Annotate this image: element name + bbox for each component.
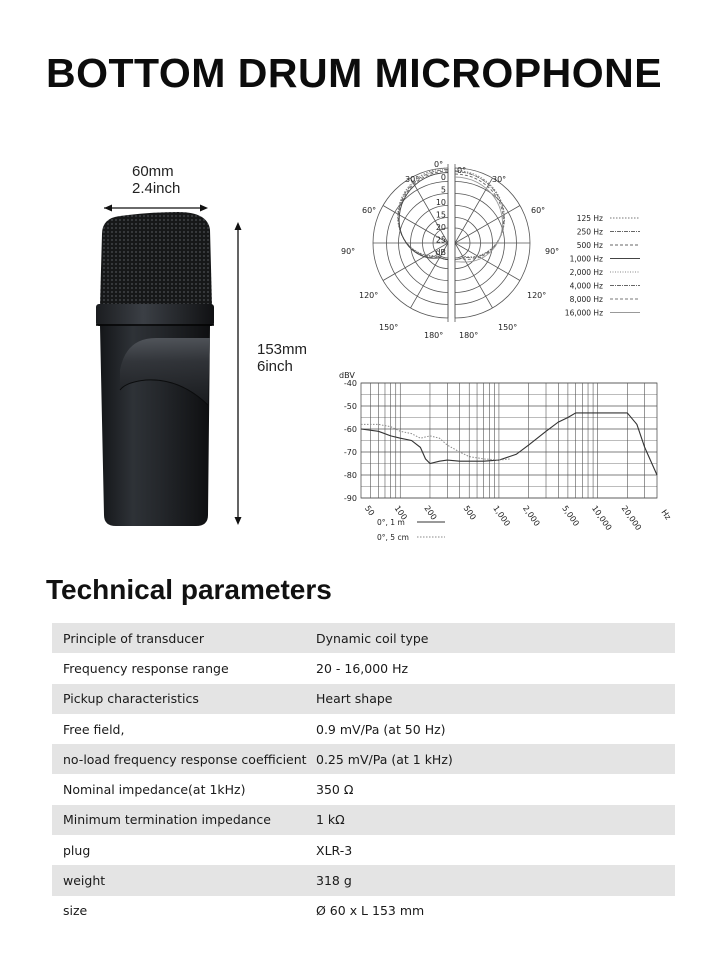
polar-spoke — [455, 178, 493, 243]
param-row — [52, 896, 675, 926]
polar-db-label: 5 — [440, 185, 446, 195]
x-tick-label: 50 — [362, 503, 377, 518]
polar-angle-label: 150° — [498, 323, 518, 332]
param-label: Principle of transducer — [63, 630, 204, 646]
polar-curve-8000 — [455, 174, 503, 260]
polar-legend-label: 4,000 Hz — [569, 281, 603, 291]
x-tick-label: 20,000 — [619, 503, 644, 533]
polar-labels — [341, 160, 559, 340]
section-title: Technical parameters — [46, 574, 332, 605]
microphone-image — [90, 190, 260, 535]
param-value: 0.9 mV/Pa (at 50 Hz) — [316, 721, 446, 737]
param-label: Nominal impedance(at 1kHz) — [63, 782, 246, 798]
polar-curve-4000 — [455, 172, 507, 260]
param-value: 20 - 16,000 Hz — [316, 660, 409, 676]
polar-legend-label: 2,000 Hz — [569, 268, 603, 277]
frequency-series-line — [361, 424, 510, 460]
param-label: Pickup characteristics — [63, 691, 199, 707]
polar-angle-label: 0° — [457, 166, 467, 175]
polar-legend — [565, 214, 640, 318]
polar-angle-label: 90° — [545, 247, 560, 256]
param-value: Ø 60 x L 153 mm — [316, 903, 425, 919]
polar-db-label: 10 — [435, 198, 446, 207]
param-row — [52, 684, 675, 714]
polar-legend-label: 8,000 Hz — [569, 295, 603, 304]
frequency-axis-labels — [339, 371, 673, 532]
param-row — [52, 774, 675, 804]
frequency-grid — [361, 383, 657, 498]
width-inch-label: 2.4inch — [132, 180, 181, 197]
x-tick-label: 100 — [392, 503, 409, 522]
polar-legend-label: 250 Hz — [576, 227, 603, 237]
param-row — [52, 744, 675, 774]
param-row — [52, 805, 675, 835]
polar-grid — [373, 164, 530, 322]
x-tick-label: 1,000 — [491, 503, 512, 528]
param-label: no-load frequency response coefficient — [63, 751, 307, 767]
param-value: Dynamic coil type — [316, 630, 429, 646]
y-tick-label: -50 — [343, 402, 357, 411]
param-row — [52, 623, 675, 653]
x-tick-label: 200 — [422, 503, 439, 522]
height-mm-label: 153mm — [257, 341, 308, 358]
y-axis-label: dBV — [339, 371, 355, 380]
param-label: size — [63, 903, 88, 919]
param-value: 1 kΩ — [316, 812, 345, 828]
page-title: BOTTOM DRUM MICROPHONE — [46, 50, 663, 96]
polar-legend-label: 1,000 Hz — [569, 254, 603, 264]
param-label: weight — [63, 873, 106, 889]
x-tick-label: 2,000 — [520, 503, 542, 528]
y-tick-label: -70 — [343, 448, 357, 457]
polar-db-label: 25 — [435, 235, 446, 245]
polar-angle-label: 150° — [379, 323, 399, 332]
param-value: 318 g — [316, 873, 352, 889]
polar-legend-label: 500 Hz — [576, 241, 603, 250]
x-axis-label: Hz — [659, 507, 673, 522]
polar-legend-label: 16,000 Hz — [564, 308, 603, 318]
polar-angle-label: 90° — [341, 247, 356, 256]
param-value: Heart shape — [316, 691, 393, 707]
polar-angle-label: 120° — [527, 291, 547, 300]
param-label: Frequency response range — [63, 660, 229, 676]
param-row — [52, 835, 675, 865]
param-value: XLR-3 — [316, 842, 353, 858]
x-tick-label: 500 — [461, 503, 478, 522]
polar-legend-label: 125 Hz — [576, 214, 603, 223]
polar-angle-label: 120° — [359, 291, 379, 300]
polar-angle-label: 0° — [434, 160, 444, 169]
y-tick-label: -90 — [343, 494, 357, 503]
polar-angle-label: 30° — [492, 175, 507, 184]
param-row — [52, 865, 675, 895]
polar-spoke — [455, 206, 520, 244]
y-tick-label: -60 — [343, 425, 357, 434]
y-tick-label: -40 — [343, 379, 357, 388]
frequency-series-line — [361, 413, 657, 475]
polar-db-label: 0 — [440, 173, 446, 182]
polar-angle-label: 60° — [362, 206, 377, 215]
frequency-legend-label: 0°, 5 cm — [377, 533, 409, 542]
param-value: 0.25 mV/Pa (at 1 kHz) — [316, 751, 453, 767]
polar-angle-label: 180° — [424, 331, 444, 340]
polar-pattern-chart — [335, 158, 655, 343]
param-row — [52, 653, 675, 683]
y-tick-label: -80 — [343, 471, 357, 480]
polar-db-label: 20 — [435, 223, 446, 232]
x-tick-label: 5,000 — [560, 503, 581, 528]
frequency-series — [361, 413, 657, 475]
param-label: Free field, — [63, 721, 125, 737]
frequency-response-chart — [335, 370, 673, 550]
frequency-legend-label: 0°, 1 m — [377, 518, 405, 527]
param-row — [52, 714, 675, 744]
polar-angle-label: 60° — [531, 206, 546, 215]
width-mm-label: 60mm — [132, 163, 174, 180]
polar-angle-label: 30° — [405, 175, 420, 184]
param-label: plug — [63, 842, 91, 858]
param-value: 350 Ω — [316, 782, 354, 798]
height-inch-label: 6inch — [257, 358, 293, 375]
x-tick-label: 10,000 — [589, 503, 614, 533]
polar-db-label: 15 — [435, 210, 446, 220]
parameters-table — [52, 623, 675, 926]
param-label: Minimum termination impedance — [63, 812, 271, 828]
frequency-legend — [377, 518, 445, 542]
polar-db-label: dB — [435, 248, 446, 257]
polar-angle-label: 180° — [459, 331, 479, 340]
